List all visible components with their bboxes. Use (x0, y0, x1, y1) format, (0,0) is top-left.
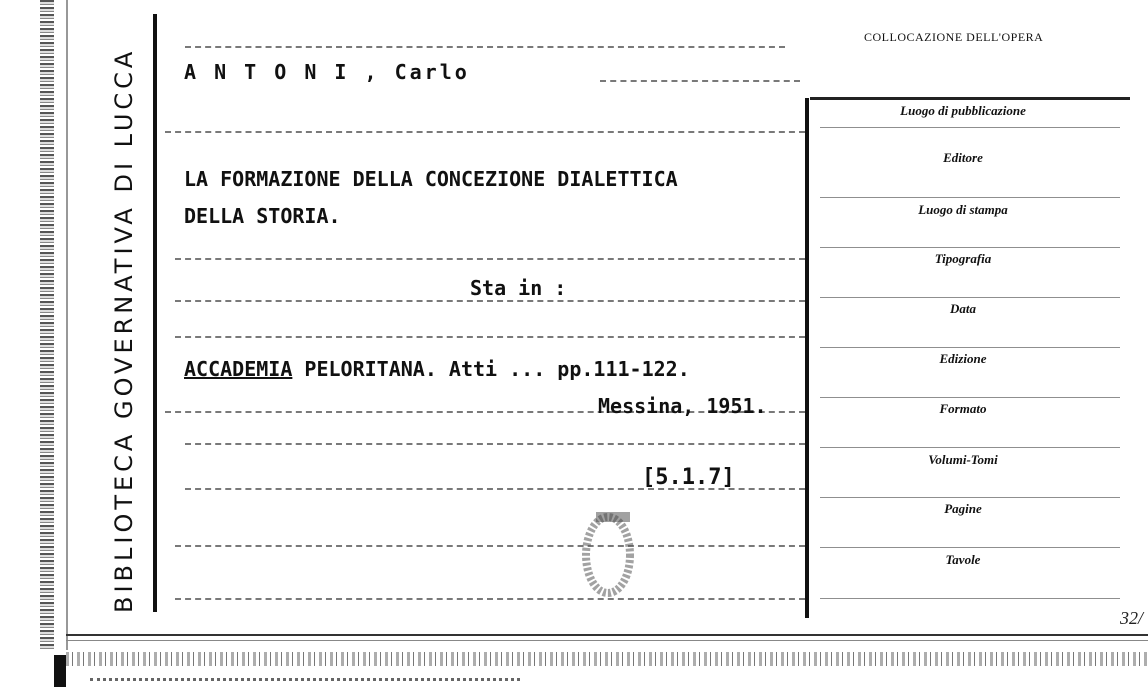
field-rule (820, 397, 1120, 398)
ruling-line (600, 80, 800, 82)
field-rule (820, 297, 1120, 298)
spine-rule (153, 14, 157, 612)
ruling-line (175, 598, 805, 600)
library-stamp (568, 510, 648, 600)
panel-top-border (810, 97, 1130, 100)
corner-mark: 32/ (1120, 608, 1144, 628)
collocation-header: COLLOCAZIONE DELL'OPERA (864, 30, 1044, 44)
field-formato: Formato (939, 401, 987, 416)
contained-in-label: Sta in : (470, 276, 567, 300)
journal-citation (184, 357, 690, 381)
field-rule (820, 497, 1120, 498)
ruling-line (175, 300, 805, 302)
ruling-line (175, 545, 805, 547)
field-pagine: Pagine (944, 501, 982, 516)
field-rule (820, 197, 1120, 198)
shelfmark: [5.1.7] (642, 465, 735, 490)
scan-corner (54, 655, 66, 687)
field-rule (820, 347, 1120, 348)
ruling-line (175, 336, 805, 338)
field-rule (820, 598, 1120, 599)
card-bottom-border (66, 634, 1148, 636)
card-bottom-border-inner (66, 640, 1148, 641)
field-tavole: Tavole (945, 552, 981, 567)
ruling-line (185, 443, 805, 445)
scan-bottom-dots (90, 678, 520, 681)
field-rule (820, 447, 1120, 448)
ruling-line (165, 131, 805, 133)
field-rule (820, 547, 1120, 548)
ruling-line (185, 46, 785, 48)
field-rule (820, 127, 1120, 128)
field-luogo-pubblicazione: Luogo di pubblicazione (900, 103, 1026, 118)
scan-bottom-band (66, 652, 1148, 666)
title-line-2: DELLA STORIA. (184, 204, 341, 228)
field-rule (820, 247, 1120, 248)
journal-name-underlined: ACCADEMIA (184, 357, 293, 381)
ruling-line (175, 258, 805, 260)
library-name: BIBLIOTECA GOVERNATIVA DI LUCCA (110, 47, 138, 613)
field-tipografia: Tipografia (934, 251, 992, 266)
card-left-border (66, 0, 68, 650)
journal-details: PELORITANA. Atti ... pp.111-122. (292, 357, 690, 381)
field-volumi-tomi: Volumi-Tomi (928, 452, 998, 467)
panel-left-border (805, 98, 809, 618)
author: A N T O N I , Carlo (184, 60, 470, 84)
field-edizione: Edizione (939, 351, 987, 366)
place-date: Messina, 1951. (598, 394, 767, 418)
title-line-1: LA FORMAZIONE DELLA CONCEZIONE DIALETTICA (184, 167, 678, 191)
field-editore: Editore (943, 150, 983, 165)
field-luogo-stampa: Luogo di stampa (918, 202, 1008, 217)
field-data: Data (950, 301, 976, 316)
scan-edge (40, 0, 54, 650)
